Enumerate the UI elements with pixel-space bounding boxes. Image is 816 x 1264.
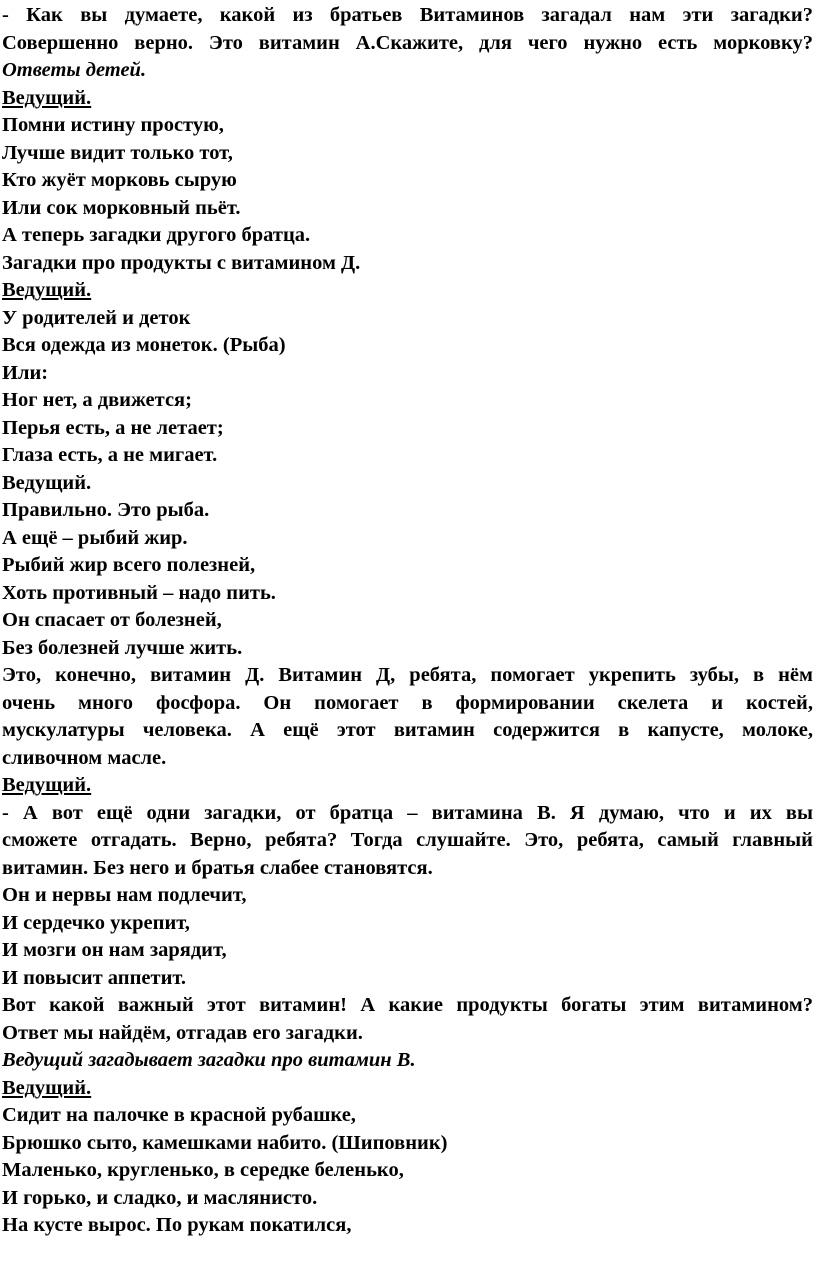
text-line: Совершенно верно. Это витамин А.Скажите, для чего нужно есть морковку?	[2, 31, 813, 54]
text-line: Это, конечно, витамин Д. Витамин Д, ребята, помогает укрепить зубы, в нём	[2, 664, 813, 686]
text-line: сливочном масле.	[2, 746, 167, 769]
text-line: А ещё – рыбий жир.	[2, 526, 188, 549]
text-line: Хоть противный – надо пить.	[2, 581, 276, 604]
text-line: Вот какой важный этот витамин! А какие продукты богаты этим витамином?	[2, 994, 813, 1016]
text-line: И сердечко укрепит,	[2, 911, 190, 934]
text-line: сможете отгадать. Верно, ребята? Тогда слушайте. Это, ребята, самый главный	[2, 829, 813, 851]
text-line: На кусте вырос. По рукам покатился,	[2, 1214, 352, 1236]
text-line: Ног нет, а движется;	[2, 389, 192, 411]
text-line: - Как вы думаете, какой из братьев Витаминов загадал нам эти загадки?	[2, 4, 813, 26]
text-line: Маленько, кругленько, в середке беленько,	[2, 1159, 404, 1181]
text-line: Или сок морковный пьёт.	[2, 196, 241, 219]
text-line: И повысит аппетит.	[2, 966, 187, 989]
speaker-heading: Ведущий.	[2, 86, 92, 109]
text-line: мускулатуры человека. А ещё этот витамин содержится в капусте, молоке,	[2, 719, 813, 741]
text-line: Правильно. Это рыба.	[2, 499, 210, 521]
text-line: очень много фосфора. Он помогает в формировании скелета и костей,	[2, 691, 813, 714]
speaker-heading: Ведущий.	[2, 1076, 92, 1099]
text-line: Ответ мы найдём, отгадав его загадки.	[2, 1021, 363, 1044]
text-line: - А вот ещё одни загадки, от братца – витамина В. Я думаю, что и их вы	[2, 801, 813, 824]
text-line: Брюшко сыто, камешками набито. (Шиповник)	[2, 1131, 448, 1154]
text-line: И горько, и сладко, и маслянисто.	[2, 1186, 318, 1209]
text-line: Лучше видит только тот,	[2, 141, 233, 164]
text-line: Вся одежда из монеток. (Рыба)	[2, 334, 286, 356]
text-line: витамин. Без него и братья слабее становятся.	[2, 856, 433, 879]
speaker-heading: Ведущий.	[2, 279, 92, 301]
text-line: Помни истину простую,	[2, 114, 224, 136]
text-line: У родителей и деток	[2, 306, 191, 329]
text-line: Без болезней лучше жить.	[2, 636, 243, 659]
text-line: Или:	[2, 361, 49, 384]
stage-direction: Ведущий загадывает загадки про витамин В.	[2, 1049, 416, 1071]
text-line: А теперь загадки другого братца.	[2, 224, 311, 246]
text-line: Он и нервы нам подлечит,	[2, 884, 247, 906]
stage-direction: Ответы детей.	[2, 59, 147, 81]
text-line: Сидит на палочке в красной рубашке,	[2, 1104, 356, 1126]
text-line: Загадки про продукты с витамином Д.	[2, 251, 361, 274]
speaker-heading: Ведущий.	[2, 774, 92, 796]
text-line: Он спасает от болезней,	[2, 609, 222, 631]
text-line: И мозги он нам зарядит,	[2, 939, 227, 961]
text-line: Перья есть, а не летает;	[2, 416, 224, 439]
text-line: Кто жуёт морковь сырую	[2, 169, 237, 191]
text-line: Рыбий жир всего полезней,	[2, 554, 256, 576]
text-line: Ведущий.	[2, 471, 92, 494]
text-line: Глаза есть, а не мигает.	[2, 444, 218, 466]
